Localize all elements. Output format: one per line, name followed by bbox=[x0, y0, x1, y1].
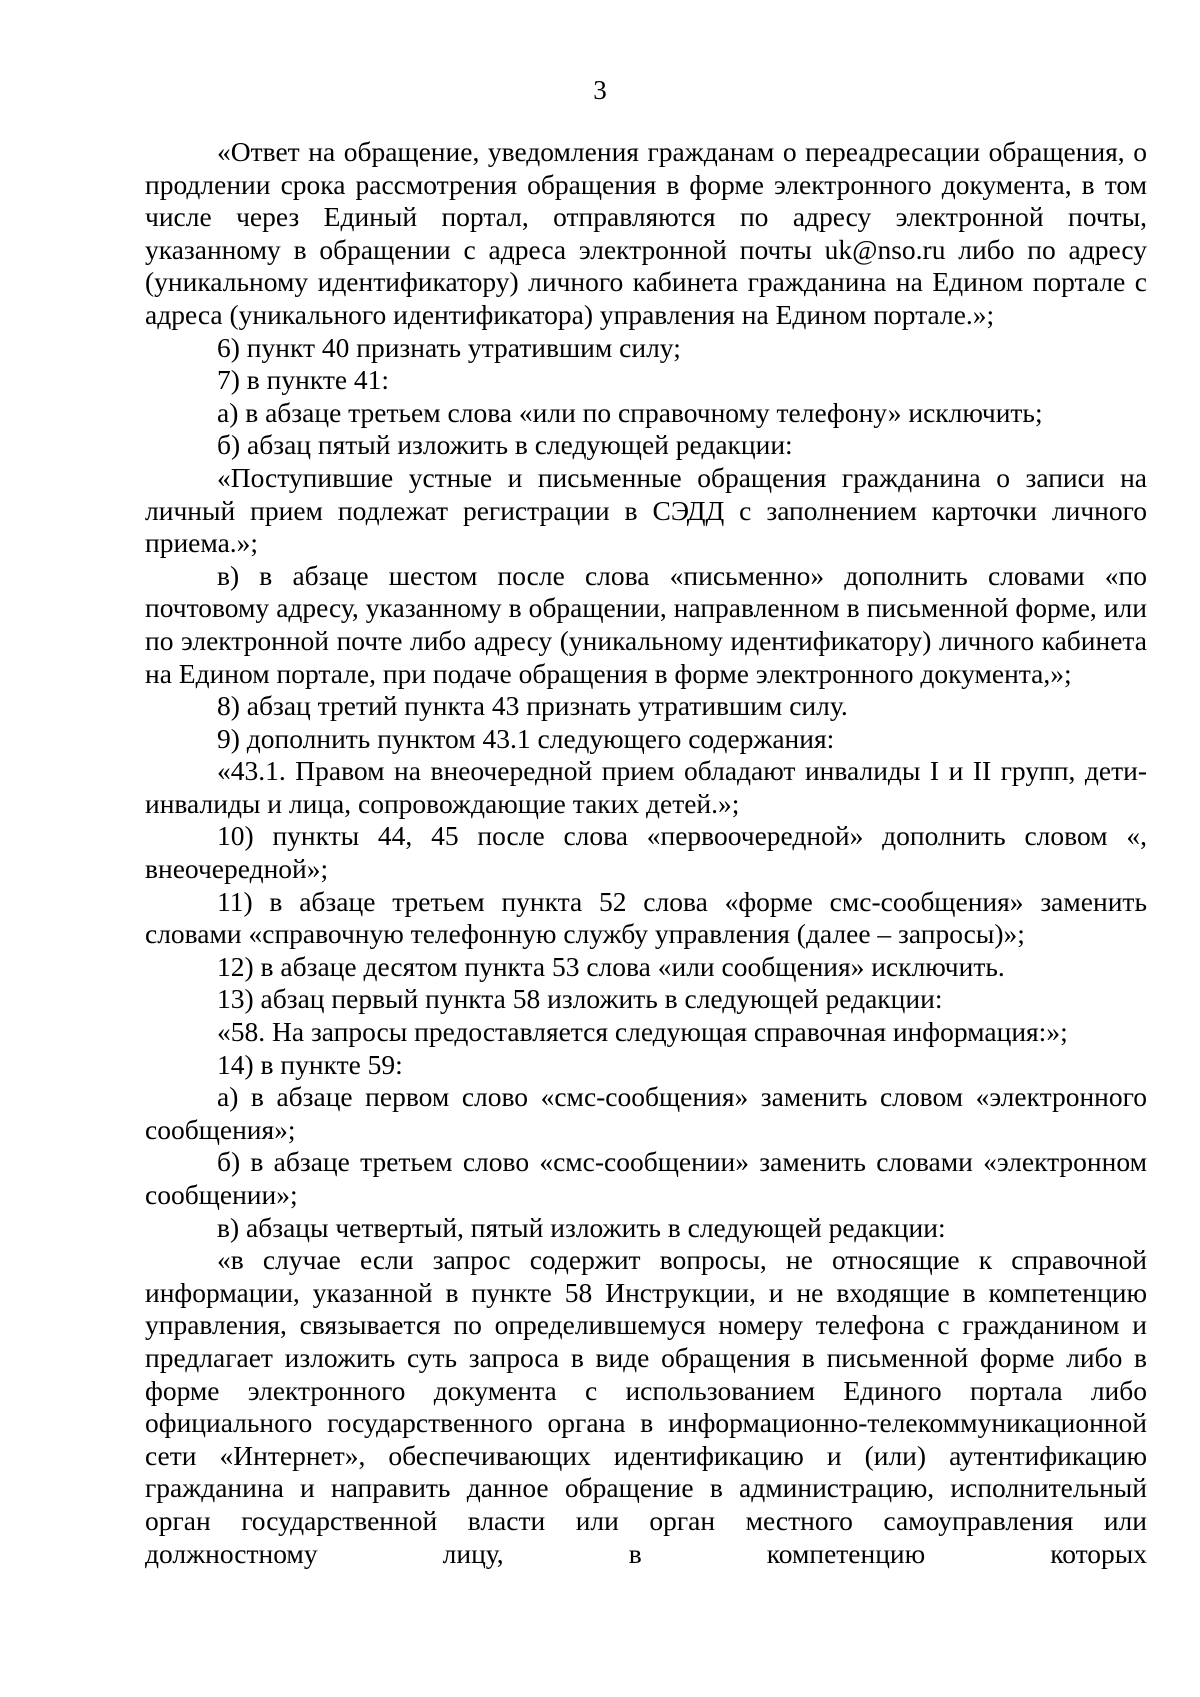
paragraph-item-10: 10) пункты 44, 45 после слова «первоочередной» дополнить словом «, внеочередной»; bbox=[145, 820, 1147, 885]
paragraph-quote-43-1: «43.1. Правом на внеочередной прием обладают инвалиды I и II групп, дети-инвалиды и лица, сопровождающие таких детей.»; bbox=[145, 755, 1147, 819]
paragraph-item-7v: в) в абзаце шестом после слова «письменно» дополнить словами «по почтовому адресу, указанному в обращении, направленном в письменной форме, или по электронной почте либо адресу (уникальному идентификатору) личного кабинета на Едином портале, при подаче обращения в форме электронного документа,»; bbox=[145, 559, 1147, 689]
paragraph-item-7: 7) в пункте 41: bbox=[217, 364, 390, 396]
paragraph-item-12: 12) в абзаце десятом пункта 53 слова «или сообщения» исключить. bbox=[217, 950, 1005, 982]
paragraph-item-14a: а) в абзаце первом слово «смс-сообщения» заменить словом «электронного сообщения»; bbox=[145, 1081, 1147, 1145]
paragraph-item-14: 14) в пункте 59: bbox=[217, 1048, 403, 1080]
document-body bbox=[145, 136, 1147, 1570]
paragraph-quote-58: «58. На запросы предоставляется следующая справочная информация:»; bbox=[217, 1016, 1068, 1048]
paragraph-item-9: 9) дополнить пунктом 43.1 следующего содержания: bbox=[217, 722, 835, 754]
paragraph-item-7b: б) абзац пятый изложить в следующей редакции: bbox=[217, 429, 793, 461]
paragraph-quote-response: «Ответ на обращение, уведомления гражданам о переадресации обращения, о продлении срока рассмотрения обращения в форме электронного документа, в том числе через Единый портал, отправляются по адресу электронной почты, указанному в обращении с адреса электронной почты uk@nso.ru либо по адресу (уникальному идентификатору) личного кабинета гражданина на Едином портале с адреса (уникального идентификатора) управления на Едином портале.»; bbox=[145, 136, 1147, 330]
paragraph-item-8: 8) абзац третий пункта 43 признать утратившим силу. bbox=[217, 690, 848, 722]
paragraph-item-13: 13) абзац первый пункта 58 изложить в следующей редакции: bbox=[217, 983, 943, 1015]
paragraph-item-6: 6) пункт 40 признать утратившим силу; bbox=[217, 331, 681, 363]
paragraph-item-11: 11) в абзаце третьем пункта 52 слова «форме смс-сообщения» заменить словами «справочную телефонную службу управления (далее – запросы)»; bbox=[145, 885, 1147, 950]
page-number: 3 bbox=[593, 75, 607, 105]
paragraph-quote-request: «в случае если запрос содержит вопросы, не относящие к справочной информации, указанной в пункте 58 Инструкции, и не входящие в компетенцию управления, связывается по определившемуся номеру телефона с гражданином и предлагает изложить суть запроса в виде обращения в письменной форме либо в форме электронного документа с использованием Единого портала либо официального государственного органа в информационно-телекоммуникационной сети «Интернет», обеспечивающих идентификацию и (или) аутентификацию гражданина и направить данное обращение в администрацию, исполнительный орган государственной власти или орган местного самоуправления или должностному лицу, в компетенцию которых bbox=[145, 1244, 1147, 1569]
paragraph-item-14b: б) в абзаце третьем слово «смс-сообщении» заменить словами «электронном сообщении»; bbox=[145, 1146, 1147, 1210]
paragraph-item-14v: в) абзацы четвертый, пятый изложить в следующей редакции: bbox=[217, 1211, 946, 1243]
paragraph-item-7a: а) в абзаце третьем слова «или по справочному телефону» исключить; bbox=[217, 396, 1043, 428]
paragraph-quote-reception: «Поступившие устные и письменные обращения гражданина о записи на личный прием подлежат регистрации в СЭДД с заполнением карточки личного приема.»; bbox=[145, 461, 1147, 559]
